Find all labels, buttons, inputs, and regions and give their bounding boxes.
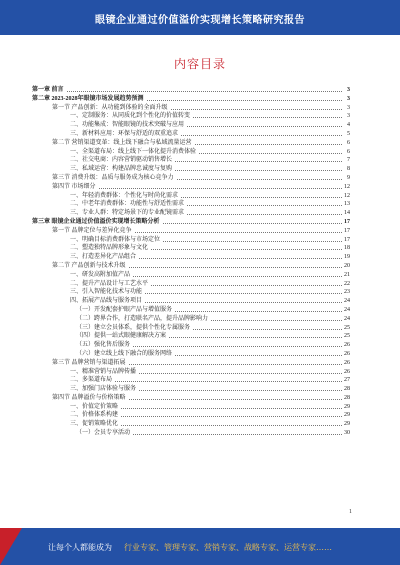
- toc-entry[interactable]: [32, 227, 350, 236]
- toc-entry-page: 6: [347, 148, 350, 155]
- toc-entry-text: 三、加强门店体验与服务: [70, 386, 137, 393]
- toc-entry[interactable]: [32, 104, 350, 113]
- toc-entry[interactable]: [32, 200, 350, 209]
- toc-entry[interactable]: [32, 183, 350, 192]
- toc-entry-text: 第二章 2023-2028年眼镜市场发展趋势预测: [32, 95, 144, 102]
- toc-entry[interactable]: [32, 420, 350, 429]
- toc-entry-page: 27: [344, 377, 350, 384]
- toc-entry-text: 三、促销策略优化: [70, 421, 119, 428]
- footer-bar: [0, 528, 400, 565]
- toc-entry-text: （五）强化售后服务: [76, 342, 131, 349]
- toc-entry-text: 二、多渠道布局: [70, 377, 113, 384]
- toc-entry-page: 29: [344, 412, 350, 419]
- toc-entry-page: 12: [344, 183, 350, 190]
- toc-entry-page: 26: [344, 350, 350, 357]
- toc-entry[interactable]: [32, 368, 350, 377]
- toc-entry-page: 25: [344, 324, 350, 331]
- toc-entry[interactable]: [32, 288, 350, 297]
- toc-entry-text: 第一节 产品创新：从功能到体验的全面升级: [52, 104, 168, 111]
- toc-entry[interactable]: [32, 359, 350, 368]
- toc-entry[interactable]: [32, 86, 350, 95]
- toc-entry-text: 三、私域运营：构建品牌忠诚度与复购: [70, 166, 173, 173]
- toc-entry[interactable]: [32, 262, 350, 271]
- footer-accent: [0, 528, 22, 565]
- toc-entry-text: 一、明确目标消费群体与市场定位: [70, 236, 161, 243]
- toc-entry-page: 7: [347, 157, 350, 164]
- toc-entry-page: 28: [344, 386, 350, 393]
- toc-entry-page: 24: [344, 306, 350, 313]
- toc-entry-text: 第四节 市场细分: [52, 183, 96, 190]
- toc-entry-text: （一）会员专享活动: [76, 430, 131, 437]
- toc-entry[interactable]: [32, 341, 350, 350]
- toc-entry[interactable]: [32, 156, 350, 165]
- toc-entry-page: 18: [344, 245, 350, 252]
- toc-entry-text: 第三章 眼镜企业通过价值溢价实现增长策略分析: [32, 218, 160, 225]
- toc-entry-page: 9: [347, 174, 350, 181]
- toc-entry[interactable]: [32, 376, 350, 385]
- toc-entry-text: 二、价格体系构建: [70, 412, 119, 419]
- toc-entry[interactable]: [32, 244, 350, 253]
- toc-leader-dots: [32, 91, 342, 92]
- page-number: 1: [349, 509, 352, 515]
- toc-entry-text: 第三节 品牌营销与渠道拓展: [52, 359, 126, 366]
- toc-entry[interactable]: [32, 324, 350, 333]
- toc-entry[interactable]: [32, 385, 350, 394]
- toc-entry-text: 一、全渠道布局：线上线下一体化提升消费体验: [70, 148, 197, 155]
- toc-entry-page: 29: [344, 421, 350, 428]
- toc-entry[interactable]: [32, 174, 350, 183]
- toc-entry-page: 26: [344, 368, 350, 375]
- toc-entry-text: （六）建立线上线下融合的服务网络: [76, 350, 173, 357]
- toc-entry[interactable]: [32, 165, 350, 174]
- toc-entry-page: 12: [344, 192, 350, 199]
- toc-entry-page: 17: [344, 227, 350, 234]
- toc-entry-text: 第四节 品牌溢价与价格策略: [52, 394, 126, 401]
- toc-entry-page: 26: [344, 342, 350, 349]
- toc-entry[interactable]: [32, 429, 350, 438]
- header-bar: [0, 0, 400, 35]
- toc-entry-page: 3: [347, 95, 350, 102]
- toc-entry[interactable]: [32, 350, 350, 359]
- toc-entry[interactable]: [32, 218, 350, 227]
- toc-entry[interactable]: [32, 411, 350, 420]
- toc-entry[interactable]: [32, 253, 350, 262]
- toc-entry-text: 四、拓展产品线与服务项目: [70, 298, 143, 305]
- toc-entry-page: 17: [344, 218, 350, 225]
- toc-entry[interactable]: [32, 139, 350, 148]
- toc-entry-text: 第二节 营销渠道变革：线上线下融合与私域流量运营: [52, 139, 192, 146]
- toc-entry-page: 21: [344, 271, 350, 278]
- toc-entry-text: 一、精准营销与品牌传播: [70, 368, 137, 375]
- toc-entry-page: 25: [344, 333, 350, 340]
- toc-entry[interactable]: [32, 280, 350, 289]
- toc-entry-text: 一、研发高附加值产品: [70, 271, 131, 278]
- toc-entry-page: 30: [344, 430, 350, 437]
- toc-entry[interactable]: [32, 95, 350, 104]
- toc-entry[interactable]: [32, 121, 350, 130]
- toc-entry-text: （一）开发配套护眼产品与增值服务: [76, 306, 173, 313]
- toc-entry-text: 第一节 品牌定位与差异化竞争: [52, 227, 132, 234]
- toc-entry-text: （二）跨界合作，打造联名产品，提升品牌影响力: [76, 315, 209, 322]
- report-title: 眼镜企业通过价值溢价实现增长策略研究报告: [95, 15, 305, 26]
- toc-entry-page: 24: [344, 298, 350, 305]
- toc-entry-text: 一、定制服务：从同质化到个性化的价值转变: [70, 113, 191, 120]
- toc-entry[interactable]: [32, 306, 350, 315]
- footer-slogan: 让每个人都能成为: [48, 543, 112, 552]
- toc-entry-text: 第二节 产品创新与技术升级: [52, 262, 126, 269]
- toc-entry[interactable]: [32, 271, 350, 280]
- toc-entry-text: 三、打造差异化产品组合: [70, 254, 137, 261]
- toc-entry[interactable]: [32, 315, 350, 324]
- toc-entry[interactable]: [32, 394, 350, 403]
- toc-entry-page: 4: [347, 122, 350, 129]
- table-of-contents: [32, 86, 350, 438]
- toc-entry-page: 24: [344, 315, 350, 322]
- toc-entry-text: （三）建立会员体系，提供个性化专属服务: [76, 324, 191, 331]
- toc-entry-page: 6: [347, 139, 350, 146]
- toc-entry[interactable]: [32, 236, 350, 245]
- toc-entry[interactable]: [32, 332, 350, 341]
- toc-entry[interactable]: [32, 130, 350, 139]
- toc-entry[interactable]: [32, 297, 350, 306]
- toc-entry-page: 22: [344, 280, 350, 287]
- toc-entry-text: 二、中老年消费群体：功能性与舒适性需求: [70, 201, 185, 208]
- toc-entry-page: 3: [347, 104, 350, 111]
- toc-entry-page: 14: [344, 210, 350, 217]
- toc-entry-text: 二、社交电商：内容营销驱动销售增长: [70, 157, 173, 164]
- toc-entry-text: 三、引入智能化技术与功能: [70, 289, 143, 296]
- toc-entry[interactable]: [32, 209, 350, 218]
- toc-entry-page: 19: [344, 254, 350, 261]
- toc-entry-page: 23: [344, 289, 350, 296]
- toc-entry-page: 13: [344, 201, 350, 208]
- toc-entry-page: 3: [347, 87, 350, 93]
- toc-entry[interactable]: [32, 112, 350, 121]
- toc-entry[interactable]: [32, 403, 350, 412]
- toc-entry-text: 三、专业人群：特定场景下的专业配镜需求: [70, 210, 185, 217]
- toc-entry[interactable]: [32, 192, 350, 201]
- toc-entry[interactable]: [32, 148, 350, 157]
- toc-entry-page: 20: [344, 262, 350, 269]
- toc-entry-page: 28: [344, 394, 350, 401]
- toc-entry-page: 5: [347, 130, 350, 137]
- toc-entry-text: 第一章 前言: [32, 87, 64, 93]
- toc-entry-text: 二、功能集成：智能眼镜的技术突破与应用: [70, 122, 185, 129]
- toc-entry-text: 第三节 消费升级：品质与服务成为核心竞争力: [52, 174, 174, 181]
- toc-entry-page: 8: [347, 166, 350, 173]
- toc-entry-page: 17: [344, 236, 350, 243]
- footer-roles: 行业专家、管理专家、营销专家、战略专家、运营专家……: [124, 543, 332, 552]
- toc-entry-page: 29: [344, 403, 350, 410]
- toc-entry-text: 一、价值定价策略: [70, 403, 119, 410]
- toc-entry-page: 26: [344, 359, 350, 366]
- toc-entry-text: 二、塑造独特品牌形象与文化: [70, 245, 149, 252]
- toc-entry-page: 3: [347, 113, 350, 120]
- toc-heading: 内容目录: [173, 57, 226, 71]
- toc-entry-text: 三、新材料应用：环保与舒适的双重追求: [70, 130, 179, 137]
- toc-entry-text: （四）提供一站式眼健康解决方案: [76, 333, 167, 340]
- toc-entry-text: 一、年轻消费群体：个性化与时尚化需求: [70, 192, 179, 199]
- toc-entry-text: 二、提升产品设计与工艺水平: [70, 280, 149, 287]
